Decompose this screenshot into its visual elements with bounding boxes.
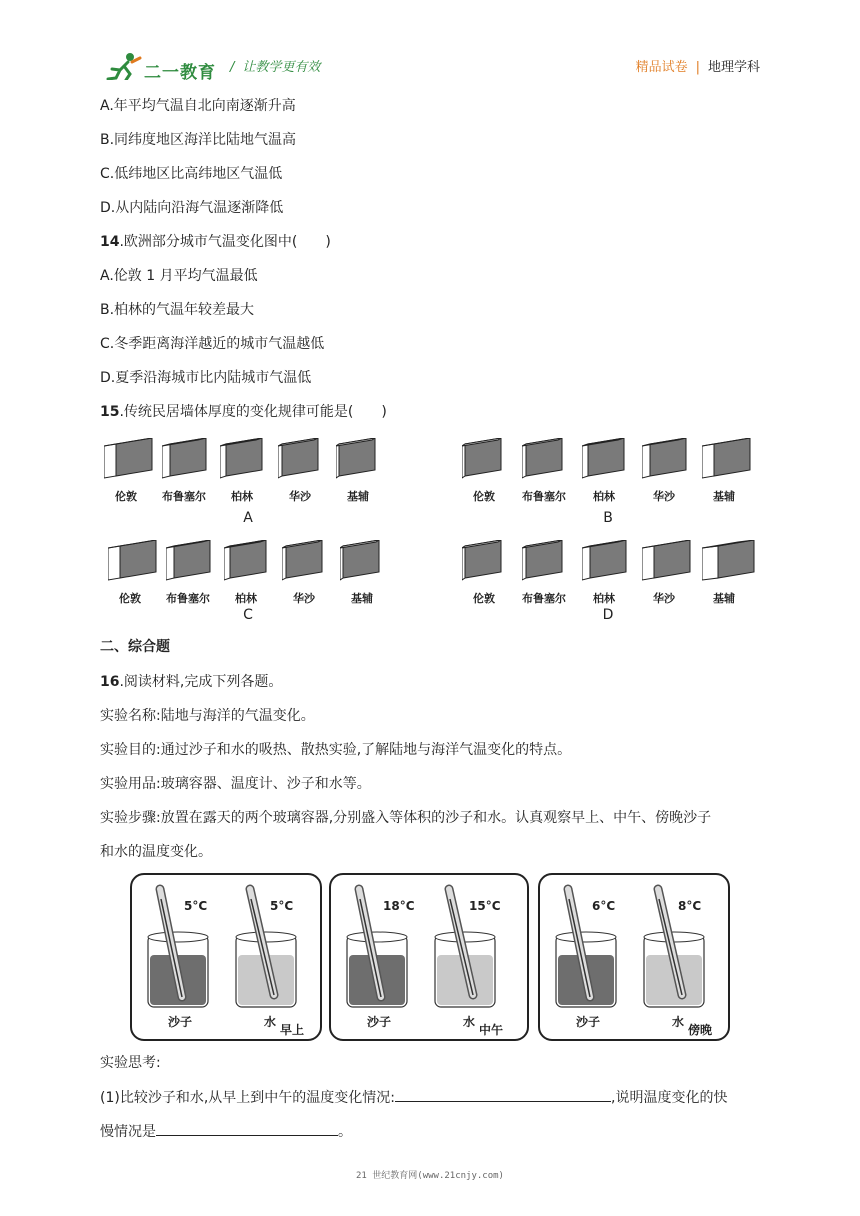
city-label: 华沙 [293, 592, 315, 605]
experiment-panel [329, 873, 529, 1041]
wall-icon [522, 540, 578, 586]
city-label: 基辅 [713, 490, 735, 503]
time-label: 中午 [479, 1023, 504, 1037]
sand-temp-label: 6°C [592, 899, 616, 913]
wall-icon [582, 438, 638, 484]
wall-icon [166, 540, 222, 586]
experiment-steps-1: 实验步骤:放置在露天的两个玻璃容器,分别盛入等体积的沙子和水。认真观察早上、中午、傍晚沙子 [100, 810, 712, 826]
option-letter: D [602, 607, 614, 623]
wall-icon [278, 438, 334, 484]
city-label: 柏林 [231, 490, 253, 503]
wall-icon [702, 540, 758, 586]
water-temp-label: 8°C [678, 899, 702, 913]
wall-icon [224, 540, 280, 586]
wall-icon [642, 438, 698, 484]
q16-stem: 16.阅读材料,完成下列各题。 [100, 674, 283, 690]
experiment-steps-2: 和水的温度变化。 [100, 844, 212, 860]
time-label: 傍晚 [688, 1023, 713, 1037]
experiment-panel [538, 873, 730, 1041]
city-label: 伦敦 [473, 592, 495, 605]
wall-icon [336, 438, 392, 484]
water-label: 水 [672, 1015, 685, 1029]
sand-label: 沙子 [576, 1015, 601, 1029]
water-temp-label: 5°C [270, 899, 294, 913]
city-label: 伦敦 [119, 592, 141, 605]
sand-temp-label: 18°C [383, 899, 415, 913]
city-label: 布鲁塞尔 [166, 592, 210, 605]
city-label: 华沙 [289, 490, 311, 503]
wall-icon [282, 540, 338, 586]
sand-label: 沙子 [168, 1015, 193, 1029]
q13-option-b: B.同纬度地区海洋比陆地气温高 [100, 132, 297, 148]
city-label: 布鲁塞尔 [522, 592, 566, 605]
option-letter: C [243, 607, 253, 623]
wall-icon [462, 438, 518, 484]
logo-text: 二一教育 [144, 63, 216, 83]
city-label: 柏林 [235, 592, 257, 605]
slogan: / 让教学更有效 [230, 60, 321, 75]
city-label: 基辅 [351, 592, 373, 605]
q15-stem: 15.传统民居墙体厚度的变化规律可能是( ) [100, 404, 387, 420]
q16-sub1-cont: 慢情况是 。 [100, 1121, 352, 1142]
answer-blank-1[interactable] [395, 1087, 611, 1102]
page-footer: 21 世纪教育网(www.21cnjy.com) [356, 1171, 504, 1181]
city-label: 柏林 [593, 490, 615, 503]
q14-option-b: B.柏林的气温年较差最大 [100, 302, 255, 318]
experiment-thinking: 实验思考: [100, 1055, 161, 1071]
wall-icon [340, 540, 396, 586]
q14-option-a: A.伦敦 1 月平均气温最低 [100, 268, 258, 284]
q13-option-c: C.低纬地区比高纬地区气温低 [100, 166, 283, 182]
city-label: 伦敦 [115, 490, 137, 503]
experiment-name: 实验名称:陆地与海洋的气温变化。 [100, 708, 315, 724]
tag-subject: 地理学科 [707, 60, 760, 75]
wall-icon [582, 540, 638, 586]
q13-option-d: D.从内陆向沿海气温逐渐降低 [100, 200, 284, 216]
q14-stem: 14.欧洲部分城市气温变化图中( ) [100, 234, 331, 250]
option-letter: B [603, 510, 613, 526]
time-label: 早上 [280, 1023, 305, 1037]
section-title: 二、综合题 [100, 639, 170, 655]
sand-temp-label: 5°C [184, 899, 208, 913]
tag-premium: 精品试卷 [635, 60, 688, 75]
city-label: 华沙 [653, 490, 675, 503]
city-label: 布鲁塞尔 [162, 490, 206, 503]
sand-label: 沙子 [367, 1015, 392, 1029]
wall-icon [104, 438, 160, 484]
wall-icon [522, 438, 578, 484]
q14-option-c: C.冬季距离海洋越近的城市气温越低 [100, 336, 325, 352]
city-label: 柏林 [593, 592, 615, 605]
subject-tags: 精品试卷 | 地理学科 [635, 60, 760, 75]
wall-icon [642, 540, 698, 586]
q13-option-a: A.年平均气温自北向南逐渐升高 [100, 98, 296, 114]
wall-icon [220, 438, 276, 484]
water-label: 水 [463, 1015, 476, 1029]
water-temp-label: 15°C [469, 899, 501, 913]
experiment-materials: 实验用品:玻璃容器、温度计、沙子和水等。 [100, 776, 371, 792]
wall-icon [162, 438, 218, 484]
city-label: 华沙 [653, 592, 675, 605]
wall-icon [462, 540, 518, 586]
water-label: 水 [264, 1015, 277, 1029]
logo [106, 52, 226, 82]
option-letter: A [243, 510, 253, 526]
q14-option-d: D.夏季沿海城市比内陆城市气温低 [100, 370, 312, 386]
runner-logo-icon [106, 52, 142, 80]
page-header [100, 48, 760, 82]
city-label: 基辅 [713, 592, 735, 605]
answer-blank-2[interactable] [156, 1121, 338, 1136]
city-label: 布鲁塞尔 [522, 490, 566, 503]
wall-icon [108, 540, 164, 586]
wall-icon [702, 438, 758, 484]
q16-sub1: (1)比较沙子和水,从早上到中午的温度变化情况: ,说明温度变化的快 [100, 1087, 727, 1108]
city-label: 基辅 [347, 490, 369, 503]
experiment-purpose: 实验目的:通过沙子和水的吸热、散热实验,了解陆地与海洋气温变化的特点。 [100, 742, 572, 758]
city-label: 伦敦 [473, 490, 495, 503]
experiment-panel [130, 873, 322, 1041]
